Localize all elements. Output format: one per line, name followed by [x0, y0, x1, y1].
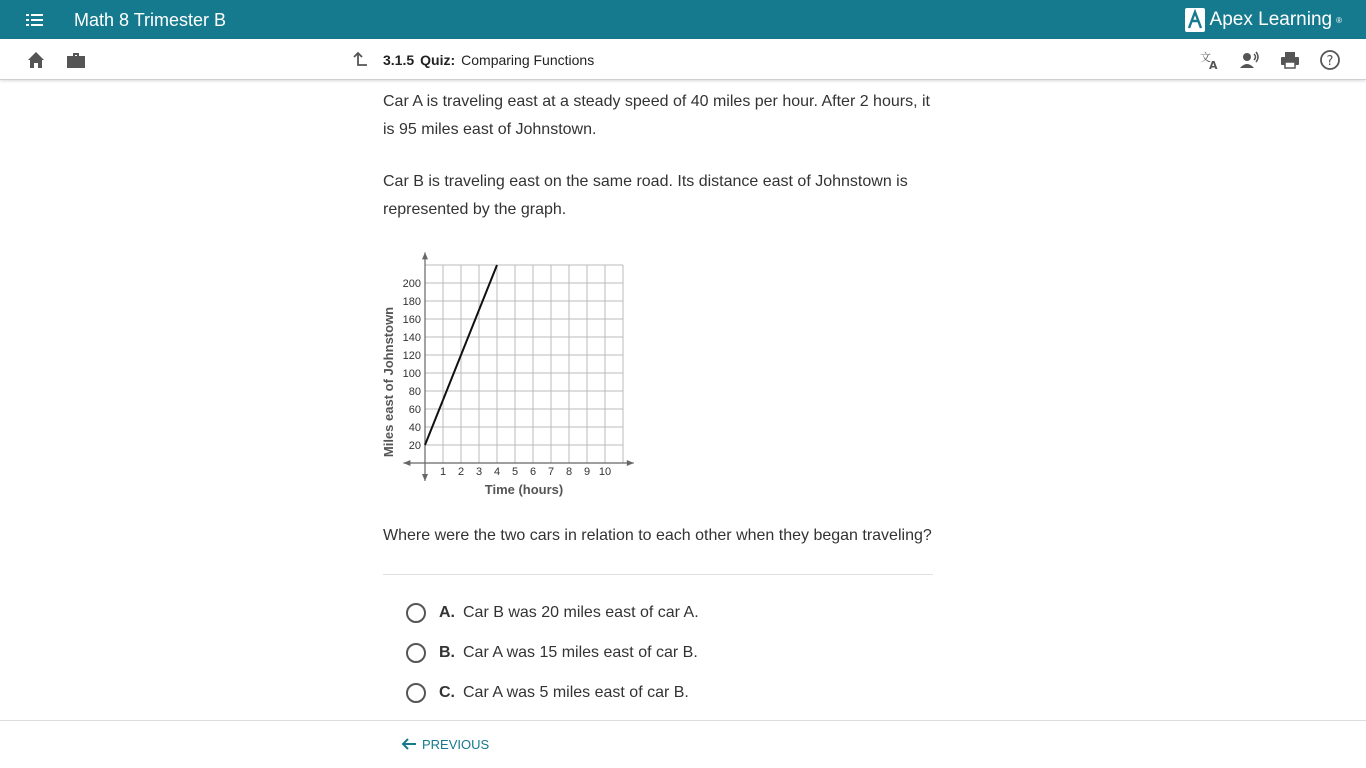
x-tick-label: 6 — [529, 466, 537, 478]
choice-letter: B. — [439, 644, 455, 661]
y-tick-label: 80 — [408, 386, 421, 398]
svg-text:文: 文 — [1200, 51, 1211, 64]
x-axis-label: Time (hours) — [484, 482, 564, 497]
brand-mark: ® — [1336, 15, 1342, 25]
x-tick-label: 2 — [457, 466, 465, 478]
y-tick-label: 100 — [402, 368, 421, 380]
y-tick-label: 20 — [408, 440, 421, 452]
radio-button[interactable] — [406, 643, 426, 663]
choice-letter: C. — [439, 684, 455, 701]
previous-label: PREVIOUS — [422, 736, 490, 752]
apex-logo-icon — [1184, 7, 1206, 33]
y-tick-label: 120 — [402, 350, 421, 362]
choice-b[interactable] — [406, 641, 698, 665]
lesson-kind: Quiz: — [420, 52, 456, 68]
y-axis-label: Miles east of Johnstown — [381, 306, 396, 458]
y-tick-label: 200 — [402, 278, 421, 290]
y-tick-label: 140 — [402, 332, 421, 344]
x-tick-label: 10 — [598, 466, 612, 478]
distance-time-graph — [380, 244, 640, 507]
choice-a[interactable] — [406, 601, 699, 625]
y-tick-label: 40 — [408, 422, 421, 434]
breadcrumb — [383, 52, 594, 68]
chart-svg — [380, 244, 640, 502]
home-icon[interactable] — [25, 49, 47, 71]
divider — [383, 574, 933, 575]
x-axis-arrow-right — [627, 460, 634, 466]
x-tick-label: 4 — [493, 466, 501, 478]
brand-logo — [1184, 7, 1342, 33]
menu-icon[interactable] — [24, 10, 48, 30]
course-title: Math 8 Trimester B — [74, 10, 227, 30]
previous-button[interactable] — [400, 735, 489, 753]
y-tick-label: 60 — [408, 404, 421, 416]
x-tick-label: 1 — [439, 466, 447, 478]
radio-button[interactable] — [406, 683, 426, 703]
svg-text:?: ? — [1326, 54, 1334, 69]
question-paragraph-2: Car B is traveling east on the same road. Its distance east of Johnstown is represented by the graph. — [383, 173, 908, 218]
choice-c[interactable] — [406, 681, 689, 705]
arrow-left-icon — [400, 735, 418, 753]
question-prompt: Where were the two cars in relation to each other when they began traveling? — [383, 527, 932, 544]
x-tick-label: 3 — [475, 466, 483, 478]
x-axis-arrow-left — [403, 460, 410, 466]
y-axis-arrow-down — [422, 474, 428, 481]
y-axis-arrow-up — [422, 252, 428, 259]
choice-text: Car A was 5 miles east of car B. — [463, 684, 689, 701]
toolbar — [0, 39, 1366, 80]
svg-text:A: A — [1209, 59, 1218, 71]
text-to-speech-icon[interactable] — [1239, 49, 1261, 71]
y-tick-label: 180 — [402, 296, 421, 308]
up-arrow-icon[interactable] — [348, 49, 370, 71]
print-icon[interactable] — [1279, 49, 1301, 71]
lesson-number: 3.1.5 — [383, 52, 415, 68]
x-tick-label: 8 — [565, 466, 573, 478]
x-tick-label: 9 — [583, 466, 591, 478]
footer-bar — [0, 720, 1366, 768]
top-bar — [0, 0, 1366, 39]
y-tick-label: 160 — [402, 314, 421, 326]
choice-letter: A. — [439, 604, 455, 621]
choice-text: Car B was 20 miles east of car A. — [463, 604, 699, 621]
lesson-title: Comparing Functions — [461, 52, 595, 68]
x-tick-label: 7 — [547, 466, 555, 478]
question-paragraph-1: Car A is traveling east at a steady speed of 40 miles per hour. After 2 hours, it is 95 miles east of Johnstown. — [383, 93, 930, 138]
brand-name: Apex Learning — [1209, 9, 1333, 30]
help-icon[interactable] — [1319, 49, 1341, 71]
choice-text: Car A was 15 miles east of car B. — [463, 644, 698, 661]
briefcase-icon[interactable] — [65, 49, 87, 71]
translate-icon[interactable] — [1199, 49, 1221, 71]
x-tick-label: 5 — [511, 466, 519, 478]
radio-button[interactable] — [406, 603, 426, 623]
